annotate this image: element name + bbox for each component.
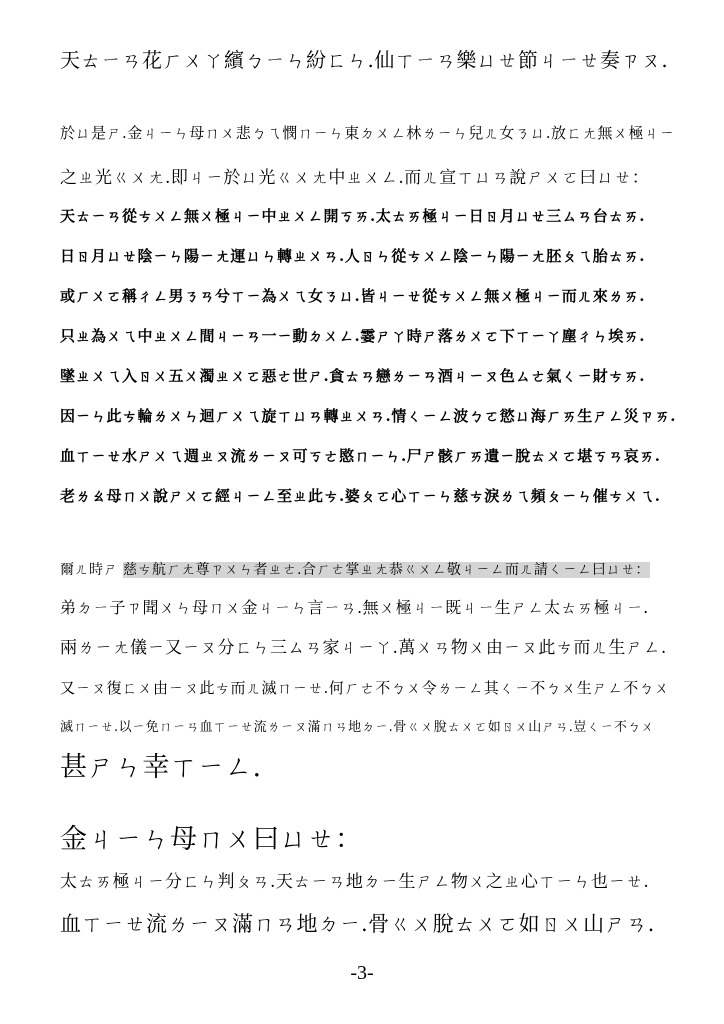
paragraph-4-line-3: 血ㄒㄧㄝ流ㄌㄧㄡ滿ㄇㄢ地ㄉㄧ.骨ㄍㄨ脫ㄊㄨㄛ如ㄖㄨ山ㄕㄢ. <box>60 912 655 936</box>
paragraph-1-line-1: 天ㄊㄧㄢ花ㄏㄨㄚ繽ㄅㄧㄣ紛ㄈㄣ.仙ㄒㄧㄢ樂ㄩㄝ節ㄐㄧㄝ奏ㄗㄡ. <box>60 48 669 72</box>
paragraph-2-line-7: 墜ㄓㄨㄟ入ㄖㄨ五ㄨ濁ㄓㄨㄛ惡ㄜ世ㄕ.貪ㄊㄢ戀ㄌㄧㄢ酒ㄐㄧㄡ色ㄙㄜ氣ㄑㄧ財ㄘㄞ. <box>60 367 645 385</box>
paragraph-3-line-3: 兩ㄌㄧㄤ儀ㄧ又ㄧㄡ分ㄈㄣ三ㄙㄢ家ㄐㄧㄚ.萬ㄨㄢ物ㄨ由ㄧㄡ此ㄘ而ㄦ生ㄕㄥ. <box>60 638 667 658</box>
paragraph-3-prefix: 爾ㄦ時ㄕ <box>60 562 123 578</box>
page-number: -3- <box>350 962 374 984</box>
paragraph-2-line-4: 日ㄖ月ㄩㄝ陰ㄧㄣ陽ㄧㄤ運ㄩㄣ轉ㄓㄨㄢ.人ㄖㄣ從ㄘㄨㄥ陰ㄧㄣ陽ㄧㄤ胚ㄆㄟ胎ㄊㄞ. <box>60 247 645 265</box>
paragraph-4-line-1: 金ㄐㄧㄣ母ㄇㄨ曰ㄩㄝ： <box>60 824 363 855</box>
paragraph-2-line-9: 血ㄒㄧㄝ水ㄕㄨㄟ週ㄓㄡ流ㄌㄧㄡ可ㄎㄜ愍ㄇㄧㄣ.尸ㄕ骸ㄏㄞ遺ㄧ脫ㄊㄨㄛ堪ㄎㄢ哀ㄞ. <box>60 447 661 465</box>
paragraph-2-line-3: 天ㄊㄧㄢ從ㄘㄨㄥ無ㄨ極ㄐㄧ中ㄓㄨㄥ開ㄎㄞ.太ㄊㄞ極ㄐㄧ日ㄖ月ㄩㄝ三ㄙㄢ台ㄊㄞ. <box>60 207 645 225</box>
paragraph-2-line-1: 於ㄩ是ㄕ.金ㄐㄧㄣ母ㄇㄨ悲ㄅㄟ憫ㄇㄧㄣ東ㄉㄨㄥ林ㄌㄧㄣ兒ㄦ女ㄋㄩ.放ㄈㄤ無ㄨ極ㄐㄧ <box>60 124 676 142</box>
paragraph-3-line-5: 滅ㄇㄧㄝ.以ㄧ免ㄇㄧㄢ血ㄒㄧㄝ流ㄌㄧㄡ滿ㄇㄢ地ㄉㄧ.骨ㄍㄨ脫ㄊㄨㄛ如ㄖㄨ山ㄕㄢ.豈ㄑㄧ不ㄅㄨ <box>60 720 655 735</box>
paragraph-3-line-1 <box>60 550 670 590</box>
paragraph-3-line-2: 弟ㄉㄧ子ㄗ聞ㄨㄣ母ㄇㄨ金ㄐㄧㄣ言ㄧㄢ.無ㄨ極ㄐㄧ既ㄐㄧ生ㄕㄥ太ㄊㄞ極ㄐㄧ. <box>60 598 649 617</box>
highlighted-text: 慈ㄘ航ㄏㄤ尊ㄗㄨㄣ者ㄓㄜ.合ㄏㄜ掌ㄓㄤ恭ㄍㄨㄥ敬ㄐㄧㄥ而ㄦ請ㄑㄧㄥ曰ㄩㄝ： <box>122 562 650 578</box>
paragraph-2-line-8: 因ㄧㄣ此ㄘ輪ㄌㄨㄣ迴ㄏㄨㄟ旋ㄒㄩㄢ轉ㄓㄨㄢ.情ㄑㄧㄥ波ㄅㄛ慾ㄩ海ㄏㄞ生ㄕㄥ災ㄗㄞ. <box>60 407 676 425</box>
paragraph-2-line-5: 或ㄏㄨㄛ稱ㄔㄥ男ㄋㄢ兮ㄒㄧ為ㄨㄟ女ㄋㄩ.皆ㄐㄧㄝ從ㄘㄨㄥ無ㄨ極ㄐㄧ而ㄦ來ㄌㄞ. <box>60 287 645 305</box>
paragraph-3-line-4: 又ㄧㄡ復ㄈㄨ由ㄧㄡ此ㄘ而ㄦ滅ㄇㄧㄝ.何ㄏㄜ不ㄅㄨ令ㄌㄧㄥ其ㄑㄧ不ㄅㄨ生ㄕㄥ不ㄅㄨ <box>60 679 670 697</box>
paragraph-4-line-2: 太ㄊㄞ極ㄐㄧ分ㄈㄣ判ㄆㄢ.天ㄊㄧㄢ地ㄉㄧ生ㄕㄥ物ㄨ之ㄓ心ㄒㄧㄣ也ㄧㄝ. <box>60 872 650 892</box>
paragraph-3-line-6: 甚ㄕㄣ幸ㄒㄧㄥ. <box>60 752 262 783</box>
paragraph-2-line-6: 只ㄓ為ㄨㄟ中ㄓㄨㄥ間ㄐㄧㄢ一ㄧ動ㄉㄨㄥ.霎ㄕㄚ時ㄕ落ㄌㄨㄛ下ㄒㄧㄚ塵ㄔㄣ埃ㄞ. <box>60 327 645 345</box>
paragraph-2-line-10: 老ㄌㄠ母ㄇㄨ說ㄕㄨㄛ經ㄐㄧㄥ至ㄓ此ㄘ.婆ㄆㄛ心ㄒㄧㄣ慈ㄘ淚ㄌㄟ頻ㄆㄧㄣ催ㄘㄨㄟ. <box>60 487 661 505</box>
paragraph-2-line-2: 之ㄓ光ㄍㄨㄤ.即ㄐㄧ於ㄩ光ㄍㄨㄤ中ㄓㄨㄥ.而ㄦ宣ㄒㄩㄢ說ㄕㄨㄛ曰ㄩㄝ： <box>60 168 650 188</box>
